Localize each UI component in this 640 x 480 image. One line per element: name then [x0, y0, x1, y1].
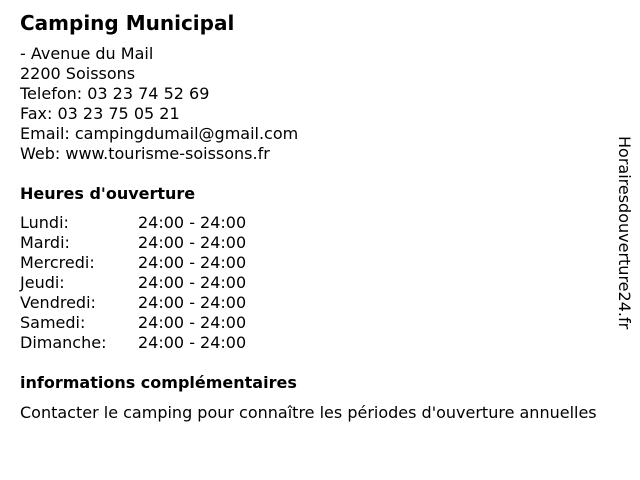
hours-time: 24:00 - 24:00 — [138, 233, 247, 252]
hours-time: 24:00 - 24:00 — [138, 253, 247, 272]
address-street: - Avenue du Mail — [20, 44, 154, 63]
hours-row — [20, 293, 610, 313]
hours-heading: Heures d'ouverture — [20, 184, 196, 203]
hours-day: Mardi: — [20, 233, 70, 252]
fax-number: Fax: 03 23 75 05 21 — [20, 104, 180, 123]
address-city: 2200 Soissons — [20, 64, 136, 83]
address-block — [20, 44, 610, 164]
phone-number: Telefon: 03 23 74 52 69 — [20, 84, 210, 103]
hours-time: 24:00 - 24:00 — [138, 333, 247, 352]
business-card — [20, 10, 610, 423]
hours-row — [20, 333, 610, 353]
hours-time: 24:00 - 24:00 — [138, 293, 247, 312]
hours-day: Dimanche: — [20, 333, 107, 352]
hours-day: Jeudi: — [20, 273, 65, 292]
hours-time: 24:00 - 24:00 — [138, 213, 247, 232]
hours-table — [20, 213, 610, 353]
hours-time: 24:00 - 24:00 — [138, 273, 247, 292]
hours-row — [20, 233, 610, 253]
email-address: Email: campingdumail@gmail.com — [20, 124, 299, 143]
hours-day: Mercredi: — [20, 253, 95, 272]
hours-row — [20, 213, 610, 233]
hours-day: Samedi: — [20, 313, 86, 332]
hours-time: 24:00 - 24:00 — [138, 313, 247, 332]
business-name: Camping Municipal — [20, 11, 235, 35]
website: Web: www.tourisme-soissons.fr — [20, 144, 270, 163]
info-text: Contacter le camping pour connaître les périodes d'ouverture annuelles — [20, 403, 597, 422]
hours-row — [20, 313, 610, 333]
side-brand-watermark: Horairesdouverture24.fr — [615, 136, 634, 330]
hours-row — [20, 273, 610, 293]
hours-row — [20, 253, 610, 273]
hours-day: Lundi: — [20, 213, 69, 232]
hours-day: Vendredi: — [20, 293, 96, 312]
info-heading: informations complémentaires — [20, 373, 297, 392]
